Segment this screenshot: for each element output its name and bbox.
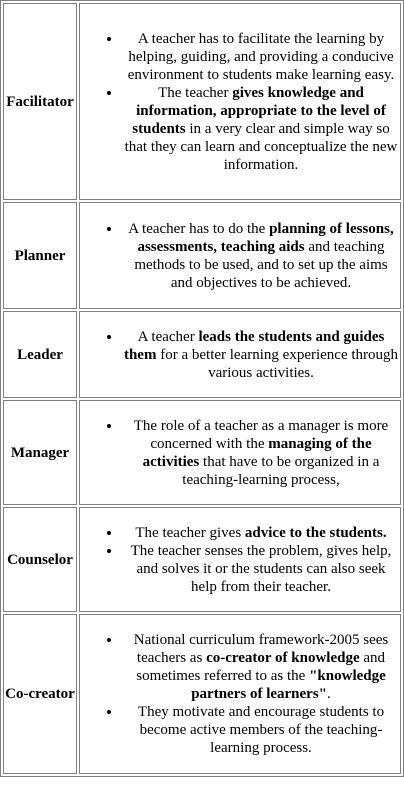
description-list (80, 524, 400, 596)
role-name-cell: Planner (3, 202, 77, 309)
text-run: A teacher has to facilitate the learning by helping, guiding, and providing a conducive environment to students make learning easy. (127, 30, 395, 83)
list-item (122, 703, 400, 757)
role-description-cell (79, 202, 401, 309)
role-name-cell: Counselor (3, 507, 77, 612)
bold-text: gives knowledge and information, appropriate to the level of students (132, 84, 386, 137)
role-description-cell (79, 507, 401, 612)
text-run: and sometimes referred to as the (136, 650, 386, 684)
bold-text: co-creator of knowledge (206, 650, 360, 666)
list-item (122, 30, 400, 84)
text-run: The teacher (158, 84, 233, 101)
bold-text: "knowledge partners of learners" (191, 668, 386, 702)
list-item (122, 84, 400, 174)
table-row (3, 3, 401, 200)
text-run: . (327, 686, 331, 702)
list-item (122, 631, 400, 703)
role-name-cell: Facilitator (3, 3, 77, 200)
list-item (122, 417, 400, 489)
description-list (80, 220, 400, 292)
text-run: that have to be organized in a teaching-learning process, (182, 453, 380, 488)
table-body (3, 3, 401, 774)
description-list (80, 631, 400, 757)
text-run: The role of a teacher as a manager is more concerned with the (133, 417, 389, 452)
table-row (3, 311, 401, 398)
description-list (80, 417, 400, 489)
role-description-cell (79, 311, 401, 398)
text-run: for a better learning experience through various activities. (156, 346, 399, 381)
text-run: and teaching methods to be used, and to set up the aims and objectives to be achieved. (134, 238, 388, 291)
list-item (122, 524, 400, 542)
list-item (122, 542, 400, 596)
text-run: A teacher has to do the (128, 220, 270, 237)
bold-text: managing of the activities (142, 435, 372, 470)
text-run: The teacher gives (135, 524, 245, 541)
role-name-cell: Manager (3, 400, 77, 505)
text-run: A teacher (137, 328, 199, 345)
description-list (80, 30, 400, 174)
table-row (3, 507, 401, 612)
role-description-cell (79, 400, 401, 505)
table-row (3, 202, 401, 309)
table-row (3, 400, 401, 505)
text-run: National curriculum framework-2005 sees teachers as (133, 632, 389, 666)
list-item (122, 220, 400, 292)
table-row (3, 614, 401, 774)
bold-text: leads the students and guides them (123, 328, 385, 363)
bold-text: advice to the students. (244, 524, 387, 541)
bold-text: planning of lessons, assessments, teaching aids (137, 220, 394, 255)
role-description-cell (79, 614, 401, 774)
text-run: They motivate and encourage students to become active members of the teaching-learning process. (137, 704, 385, 756)
role-description-cell (79, 3, 401, 200)
text-run: in a very clear and simple way so that they can learn and conceptualize the new information. (124, 120, 398, 173)
role-name-cell: Co-creator (3, 614, 77, 774)
list-item (122, 328, 400, 382)
description-list (80, 328, 400, 382)
role-name-cell: Leader (3, 311, 77, 398)
text-run: The teacher senses the problem, gives help, and solves it or the students can also seek help from their teacher. (130, 542, 392, 595)
